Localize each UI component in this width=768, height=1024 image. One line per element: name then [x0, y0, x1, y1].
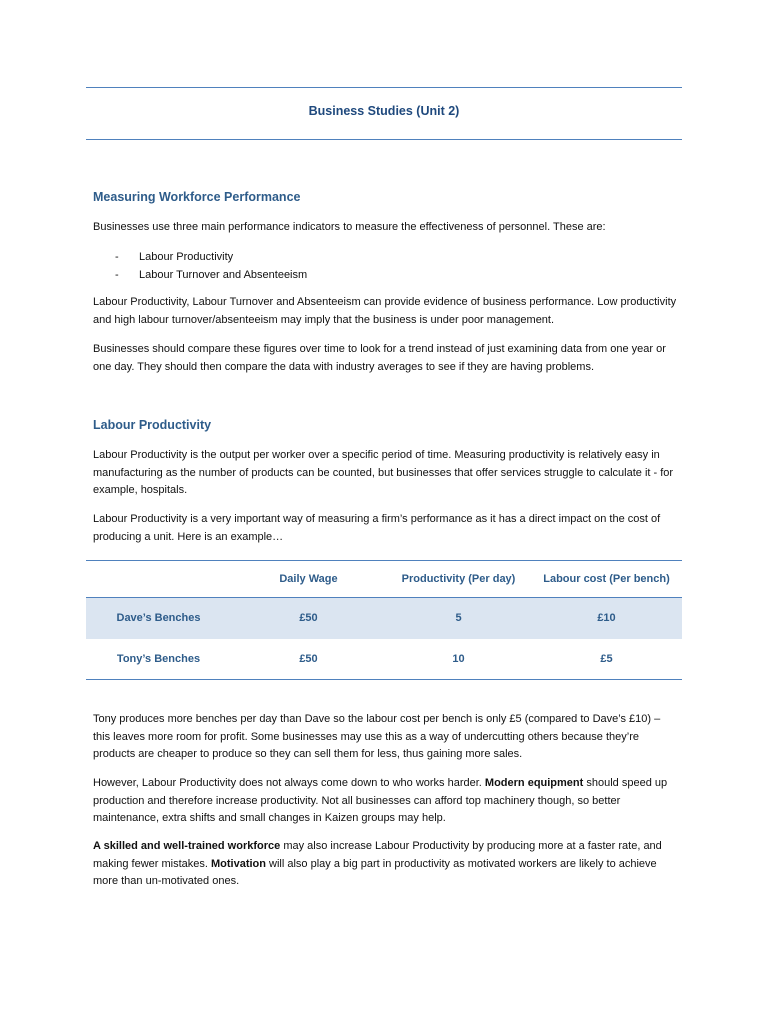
list-item-text: Labour Turnover and Absenteeism	[139, 268, 308, 281]
table-cell: £50	[299, 652, 318, 665]
header-bottom-rule	[86, 139, 682, 140]
paragraph-tony-comparison: Tony produces more benches per day than Dave so the labour cost per bench is only £5 (compared to Dave’s £10) – this leaves more room for profit. Some businesses may use this as a way of undercutting others because they’re products are cheaper to produce so they can sell them for less, thus gaining more sales.	[93, 713, 661, 760]
header-title: Business Studies (Unit 2)	[308, 104, 460, 118]
list-item	[93, 249, 307, 267]
table-row	[86, 598, 682, 639]
table-header-cell: Productivity (Per day)	[401, 573, 516, 585]
paragraph-productivity-definition: Labour Productivity is the output per worker over a specific period of time. Measuring productivity is relatively easy in manufacturing as the number of products can be counted, but businesses that offer services struggle to calculate it - for example, hospitals.	[93, 449, 674, 496]
bold-skilled-workforce: A skilled and well-trained workforce	[93, 840, 281, 852]
table-cell: £5	[600, 652, 613, 665]
benches-comparison-table	[86, 560, 682, 680]
table-cell: 5	[455, 612, 462, 625]
table-cell: £50	[299, 612, 318, 625]
header-top-rule	[86, 87, 682, 88]
table-row	[86, 639, 682, 680]
text-run: should speed up production and therefore increase productivity. Not all businesses can afford top machinery though, so better maintenance, extra shifts and small changes in Kaizen groups may help.	[93, 777, 668, 824]
list-dash: -	[115, 268, 119, 281]
table-header-cell: Labour cost (Per bench)	[543, 573, 670, 585]
paragraph-productivity-importance: Labour Productivity is a very important way of measuring a firm’s performance as it has a direct impact on the cost of producing a unit. Here is an example…	[93, 513, 661, 543]
table-header-row	[86, 561, 682, 598]
paragraph-intro: Businesses use three main performance indicators to measure the effectiveness of personnel. These are:	[93, 221, 606, 233]
paragraph-compare-figures: Businesses should compare these figures over time to look for a trend instead of just examining data from one year or one day. They should then compare the data with industry averages to see if they are having problems.	[93, 343, 666, 373]
indicator-list	[93, 249, 307, 284]
table-header-cell	[86, 561, 231, 598]
table-cell: Dave’s Benches	[116, 612, 201, 625]
list-item	[93, 267, 307, 285]
paragraph-modern-equipment	[93, 775, 679, 828]
table-cell: Tony’s Benches	[116, 652, 201, 665]
section-heading-workforce-performance: Measuring Workforce Performance	[93, 190, 301, 204]
section-heading-labour-productivity: Labour Productivity	[93, 418, 212, 432]
text-run: may also increase Labour Productivity by producing more at a faster rate, and making fewer mistakes.	[93, 840, 662, 870]
list-item-text: Labour Productivity	[139, 251, 234, 263]
list-dash: -	[115, 251, 119, 263]
paragraph-performance-evidence: Labour Productivity, Labour Turnover and Absenteeism can provide evidence of business performance. Low productivity and high labour turnover/absenteeism may imply that the business is under poor management.	[93, 296, 677, 326]
bold-motivation: Motivation	[210, 857, 266, 870]
table-cell: 10	[452, 652, 465, 665]
table-header-cell: Daily Wage	[279, 573, 338, 585]
paragraph-skilled-workforce	[93, 838, 679, 891]
bold-modern-equipment: Modern equipment	[484, 777, 584, 789]
text-run: However, Labour Productivity does not always come down to who works harder.	[93, 777, 485, 789]
table-cell: £10	[597, 612, 616, 625]
text-run: will also play a big part in productivity as motivated workers are likely to achieve more than un-motivated ones.	[93, 857, 657, 887]
